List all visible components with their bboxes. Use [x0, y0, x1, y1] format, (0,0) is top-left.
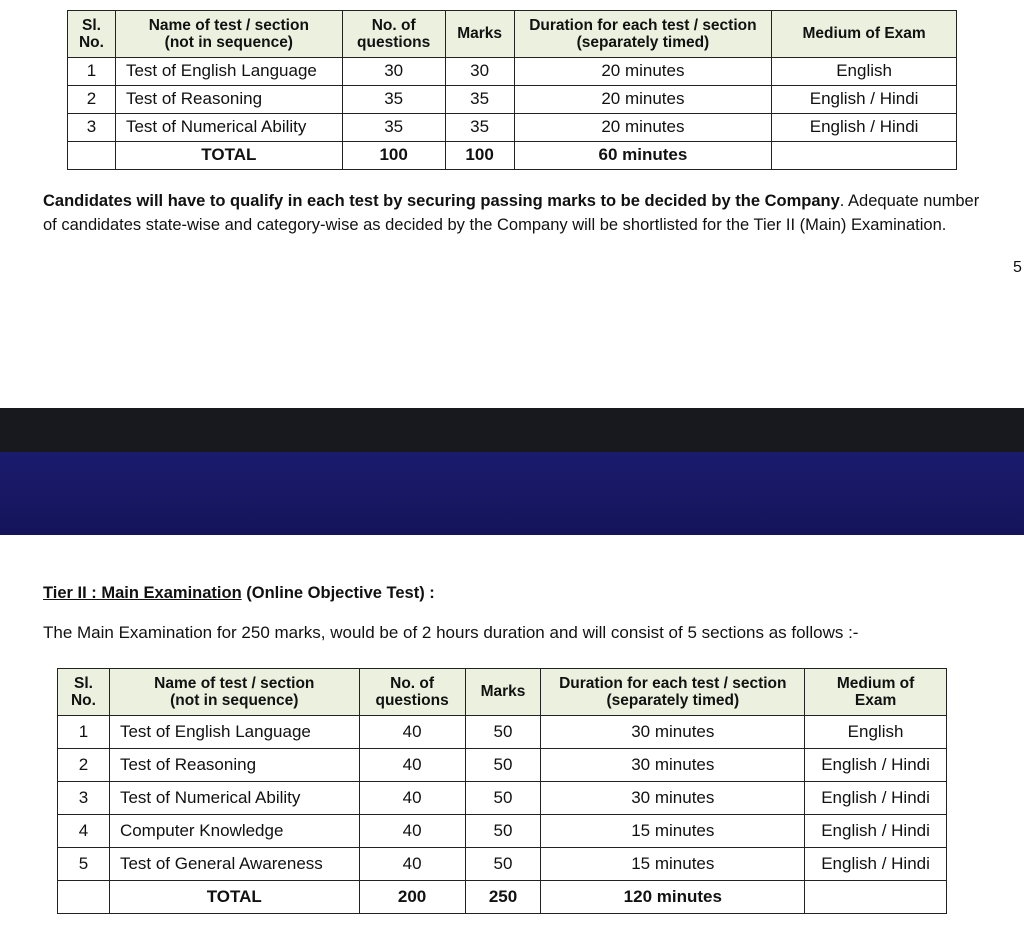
cell-sl: 2: [68, 86, 116, 114]
cell-sl: 3: [58, 782, 110, 815]
cell-duration: 20 minutes: [514, 86, 772, 114]
cell-duration: 20 minutes: [514, 114, 772, 142]
header-medium: Medium of Exam: [772, 11, 957, 58]
cell-questions: 40: [359, 716, 465, 749]
cell-duration: 30 minutes: [541, 782, 805, 815]
cell-duration: 20 minutes: [514, 58, 772, 86]
cell-marks: 35: [445, 114, 514, 142]
qualification-text: . Adequate number: [839, 192, 980, 210]
cell-test-name: Computer Knowledge: [109, 815, 359, 848]
cell-questions: 40: [359, 848, 465, 881]
cell-total-marks: 100: [445, 142, 514, 170]
cell-medium: English: [805, 716, 947, 749]
table-row: [68, 114, 957, 142]
qualification-paragraph: [43, 189, 1024, 237]
header-duration: Duration for each test / section (separately timed): [514, 11, 772, 58]
cell-marks: 35: [445, 86, 514, 114]
cell-test-name: Test of Numerical Ability: [115, 114, 342, 142]
cell-duration: 15 minutes: [541, 815, 805, 848]
header-marks: Marks: [465, 669, 541, 716]
header-test-name: Name of test / section (not in sequence): [109, 669, 359, 716]
cell-questions: 40: [359, 815, 465, 848]
page-number: 5: [1013, 259, 1022, 276]
tier2-exam-table: [57, 668, 947, 914]
header-questions: No. of questions: [342, 11, 445, 58]
tier1-exam-table: [67, 10, 957, 170]
cell-duration: 30 minutes: [541, 749, 805, 782]
cell-questions: 35: [342, 114, 445, 142]
shortlist-text: of candidates state-wise and category-wise as decided by the Company will be shortlisted for the Tier II (Main) Examination.: [43, 216, 947, 234]
table-row: [58, 749, 947, 782]
tier2-heading: [43, 584, 435, 603]
header-sl-no: Sl. No.: [58, 669, 110, 716]
header-duration: Duration for each test / section (separately timed): [541, 669, 805, 716]
header-sl-no: Sl. No.: [68, 11, 116, 58]
cell-sl: 4: [58, 815, 110, 848]
cell-empty: [772, 142, 957, 170]
cell-total-label: TOTAL: [115, 142, 342, 170]
cell-test-name: Test of English Language: [115, 58, 342, 86]
cell-questions: 35: [342, 86, 445, 114]
table-row: [58, 815, 947, 848]
cell-marks: 50: [465, 782, 541, 815]
cell-test-name: Test of English Language: [109, 716, 359, 749]
cell-questions: 30: [342, 58, 445, 86]
cell-medium: English / Hindi: [805, 782, 947, 815]
table-header-row: [58, 669, 947, 716]
cell-empty: [58, 881, 110, 914]
qualification-bold-text: Candidates will have to qualify in each test by securing passing marks to be decided by the Company: [43, 192, 840, 210]
cell-questions: 40: [359, 782, 465, 815]
cell-medium: English / Hindi: [772, 86, 957, 114]
page-separator-band: [0, 408, 1024, 452]
table-row: [58, 716, 947, 749]
cell-medium: English / Hindi: [805, 848, 947, 881]
cell-marks: 50: [465, 749, 541, 782]
cell-sl: 3: [68, 114, 116, 142]
cell-empty: [68, 142, 116, 170]
page-separator-blue-band: [0, 452, 1024, 535]
header-questions: No. of questions: [359, 669, 465, 716]
tier2-description: The Main Examination for 250 marks, would be of 2 hours duration and will consist of 5 sections as follows :-: [43, 623, 859, 642]
cell-total-marks: 250: [465, 881, 541, 914]
table-total-row: [58, 881, 947, 914]
header-marks: Marks: [445, 11, 514, 58]
cell-total-duration: 60 minutes: [514, 142, 772, 170]
cell-marks: 50: [465, 815, 541, 848]
cell-total-questions: 100: [342, 142, 445, 170]
cell-sl: 2: [58, 749, 110, 782]
cell-total-questions: 200: [359, 881, 465, 914]
cell-medium: English / Hindi: [805, 815, 947, 848]
cell-total-duration: 120 minutes: [541, 881, 805, 914]
cell-marks: 50: [465, 848, 541, 881]
table-row: [68, 86, 957, 114]
cell-test-name: Test of Reasoning: [109, 749, 359, 782]
table-row: [68, 58, 957, 86]
tier2-heading-underlined: Tier II : Main Examination: [43, 584, 242, 602]
table-total-row: [68, 142, 957, 170]
cell-test-name: Test of Reasoning: [115, 86, 342, 114]
cell-sl: 1: [58, 716, 110, 749]
cell-test-name: Test of Numerical Ability: [109, 782, 359, 815]
table-row: [58, 848, 947, 881]
cell-medium: English / Hindi: [805, 749, 947, 782]
header-test-name: Name of test / section (not in sequence): [115, 11, 342, 58]
cell-empty: [805, 881, 947, 914]
cell-medium: English / Hindi: [772, 114, 957, 142]
cell-total-label: TOTAL: [109, 881, 359, 914]
cell-duration: 15 minutes: [541, 848, 805, 881]
cell-duration: 30 minutes: [541, 716, 805, 749]
cell-sl: 1: [68, 58, 116, 86]
table-header-row: [68, 11, 957, 58]
header-medium: Medium of Exam: [805, 669, 947, 716]
cell-marks: 30: [445, 58, 514, 86]
tier2-heading-rest: (Online Objective Test) :: [241, 584, 435, 602]
cell-marks: 50: [465, 716, 541, 749]
cell-test-name: Test of General Awareness: [109, 848, 359, 881]
cell-questions: 40: [359, 749, 465, 782]
cell-medium: English: [772, 58, 957, 86]
cell-sl: 5: [58, 848, 110, 881]
table-row: [58, 782, 947, 815]
